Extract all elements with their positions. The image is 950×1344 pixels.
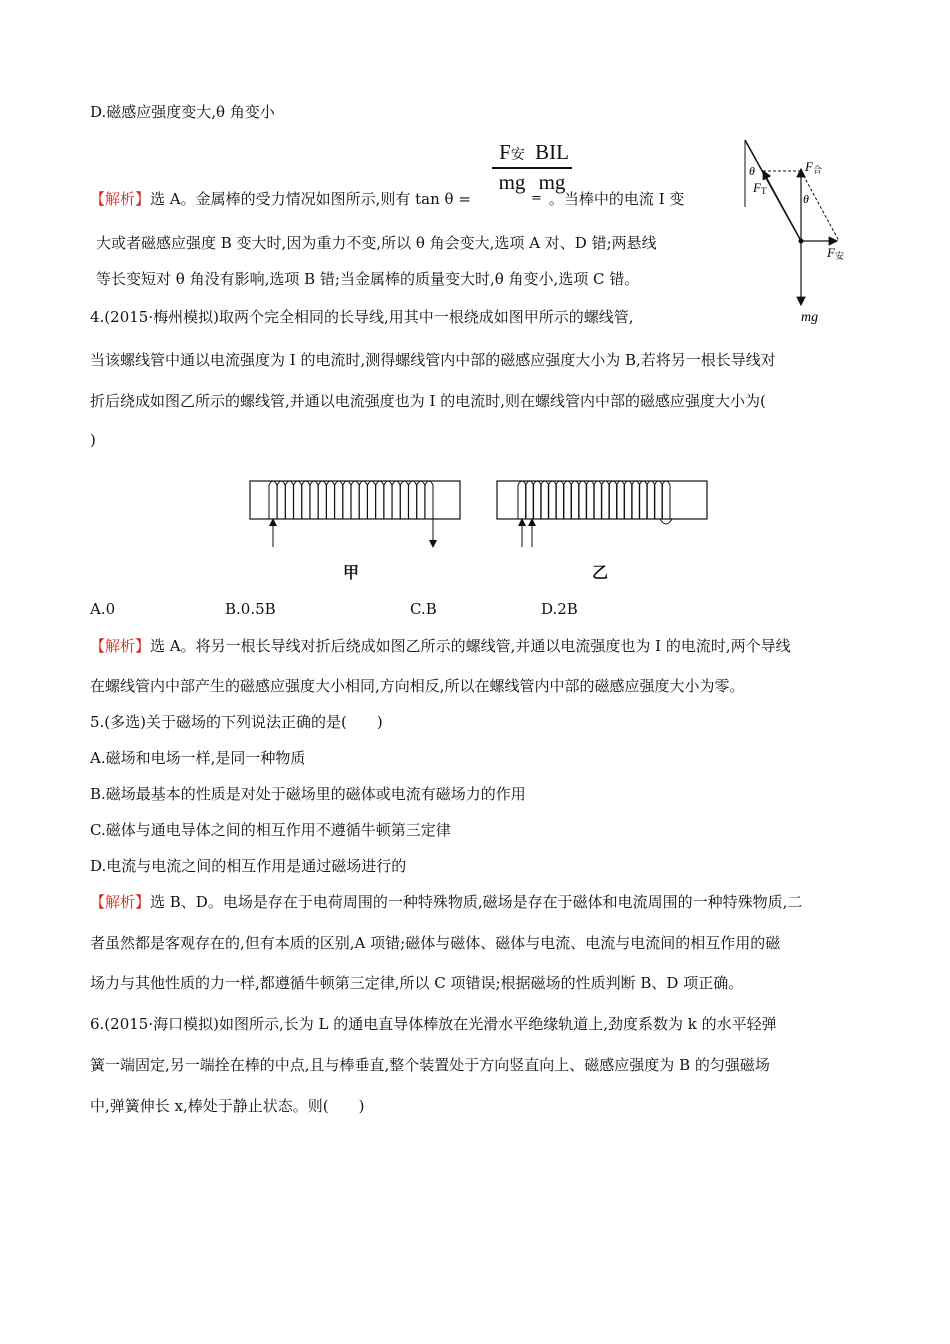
- q5-analysis-line-3: 场力与其他性质的力一样,都遵循牛顿第三定律,所以 C 项错误;根据磁场的性质判断 B、D 项正确。: [90, 974, 744, 992]
- fold-loop: [660, 519, 672, 524]
- q3-analysis-line-3: 等长变短对 θ 角没有影响,选项 B 错;当金属棒的质量变大时,θ 角变小,选项 C 错。: [96, 270, 640, 288]
- coil-turn: [294, 481, 302, 519]
- q3-analysis-line-1: 【解析】选 A。金属棒的受力情况如图所示,则有 tan θ = 。当棒中的电流 I 变: [90, 190, 685, 208]
- coil-turn: [409, 481, 417, 519]
- fraction-f-over-mg: [492, 140, 532, 195]
- q5-analysis-line-1: 【解析】选 B、D。电场是存在于电荷周围的一种特殊物质,磁场是存在于磁体和电流周围的一种特殊物质,二: [90, 893, 803, 911]
- coil-turn: [647, 481, 655, 519]
- coil-turn: [594, 481, 602, 519]
- coil-turn: [556, 481, 564, 519]
- q3-option-d: D.磁感应强度变大,θ 角变小: [90, 103, 275, 121]
- q6-stem-line-1: 6.(2015·海口模拟)如图所示,长为 L 的通电直导体棒放在光滑水平绝缘轨道上,劲度系数为 k 的水平轻弹: [90, 1015, 777, 1033]
- q5-option-d: D.电流与电流之间的相互作用是通过磁场进行的: [90, 857, 407, 875]
- dashed-diagonal: [801, 171, 839, 241]
- q5-option-a: A.磁场和电场一样,是同一种物质: [90, 749, 306, 767]
- coil-turn: [318, 481, 326, 519]
- q4-stem-line-3: 折后绕成如图乙所示的螺线管,并通以电流强度也为 I 的电流时,则在螺线管内中部的磁感应强度大小为(: [90, 392, 766, 410]
- label-yi: 乙: [592, 563, 609, 582]
- coil-turn: [302, 481, 310, 519]
- coil-turn: [579, 481, 587, 519]
- mg-label: mg: [801, 310, 819, 325]
- q5-option-b: B.磁场最基本的性质是对处于磁场里的磁体或电流有磁场力的作用: [90, 785, 526, 803]
- coil-turn: [343, 481, 351, 519]
- coil-turn: [384, 481, 392, 519]
- coil-turn: [310, 481, 318, 519]
- q4-analysis-line-1: 【解析】选 A。将另一根长导线对折后绕成如图乙所示的螺线管,并通以电流强度也为 I 的电流时,两个导线: [90, 637, 791, 655]
- coil-turn: [269, 481, 277, 519]
- coil-windings: [518, 481, 670, 519]
- coil-turn: [548, 481, 556, 519]
- coil-turn: [351, 481, 359, 519]
- coil-turn: [624, 481, 632, 519]
- coil-turn: [376, 481, 384, 519]
- q4-option-d: D.2B: [541, 600, 578, 618]
- coil-turn: [601, 481, 609, 519]
- coil-turn: [526, 481, 534, 519]
- tension-arrow: [763, 171, 801, 241]
- coil-turn: [654, 481, 662, 519]
- coil-turn: [662, 481, 670, 519]
- fraction-numerator: F安: [499, 140, 525, 164]
- q4-stem-line-1: 4.(2015·梅州模拟)取两个完全相同的长导线,用其中一根绕成如图甲所示的螺线管,: [90, 308, 634, 326]
- f-he-label: F合: [805, 159, 822, 175]
- q4-option-b: B.0.5B: [225, 600, 276, 618]
- coil-turn: [639, 481, 647, 519]
- theta-label: θ: [749, 164, 755, 178]
- coil-turn: [400, 481, 408, 519]
- coil-turn: [563, 481, 571, 519]
- coil-turn: [326, 481, 334, 519]
- q4-option-a: A.0: [90, 600, 116, 618]
- coil-turn: [571, 481, 579, 519]
- fraction-denominator: mg: [538, 170, 566, 194]
- q4-option-c: C.B: [410, 600, 437, 618]
- coil-turn: [518, 481, 526, 519]
- coil-turn: [541, 481, 549, 519]
- q6-stem-line-3: 中,弹簧伸长 x,棒处于静止状态。则( ): [90, 1097, 365, 1115]
- q5-option-c: C.磁体与通电导体之间的相互作用不遵循牛顿第三定律: [90, 821, 451, 839]
- q4-analysis-line-2: 在螺线管内中部产生的磁感应强度大小相同,方向相反,所以在螺线管内中部的磁感应强度大小为零。: [90, 677, 745, 695]
- solenoid-tube: [250, 481, 460, 519]
- q4-stem-line-2: 当该螺线管中通以电流强度为 I 的电流时,测得螺线管内中部的磁感应强度大小为 B,若将另一根长导线对: [90, 351, 776, 369]
- coil-turn: [425, 481, 433, 519]
- coil-turn: [617, 481, 625, 519]
- q6-stem-line-2: 簧一端固定,另一端拴在棒的中点,且与棒垂直,整个装置处于方向竖直向上、磁感应强度为 B 的匀强磁场: [90, 1056, 770, 1074]
- label-jia: 甲: [343, 563, 360, 582]
- q5-stem: 5.(多选)关于磁场的下列说法正确的是( ): [90, 713, 383, 731]
- force-diagram: [735, 135, 855, 330]
- coil-turn: [285, 481, 293, 519]
- fraction-numerator: BIL: [535, 140, 569, 164]
- f-an-label: F安: [827, 245, 844, 261]
- coil-turn: [277, 481, 285, 519]
- rod-point: [799, 239, 804, 244]
- equals-sign: =: [531, 191, 542, 206]
- coil-turn: [533, 481, 541, 519]
- q3-analysis-line-2: 大或者磁感应强度 B 变大时,因为重力不变,所以 θ 角会变大,选项 A 对、D 错;两悬线: [96, 234, 657, 252]
- fraction-bil-over-mg: [532, 140, 572, 195]
- fraction-denominator: mg: [498, 170, 526, 194]
- solenoid-jia-diagram: [245, 475, 470, 555]
- coil-turn: [368, 481, 376, 519]
- q5-analysis-line-2: 者虽然都是客观存在的,但有本质的区别,A 项错;磁体与磁体、磁体与电流、电流与电流间的相互作用的磁: [90, 934, 781, 952]
- coil-turn: [392, 481, 400, 519]
- coil-windings: [269, 481, 433, 519]
- solenoid-yi-diagram: [492, 475, 717, 555]
- f-t-label: FT: [753, 180, 767, 196]
- q4-stem-line-4: ): [90, 431, 96, 449]
- coil-turn: [609, 481, 617, 519]
- theta-label: θ: [803, 192, 809, 206]
- coil-turn: [335, 481, 343, 519]
- coil-turn: [417, 481, 425, 519]
- coil-turn: [632, 481, 640, 519]
- coil-turn: [359, 481, 367, 519]
- coil-turn: [586, 481, 594, 519]
